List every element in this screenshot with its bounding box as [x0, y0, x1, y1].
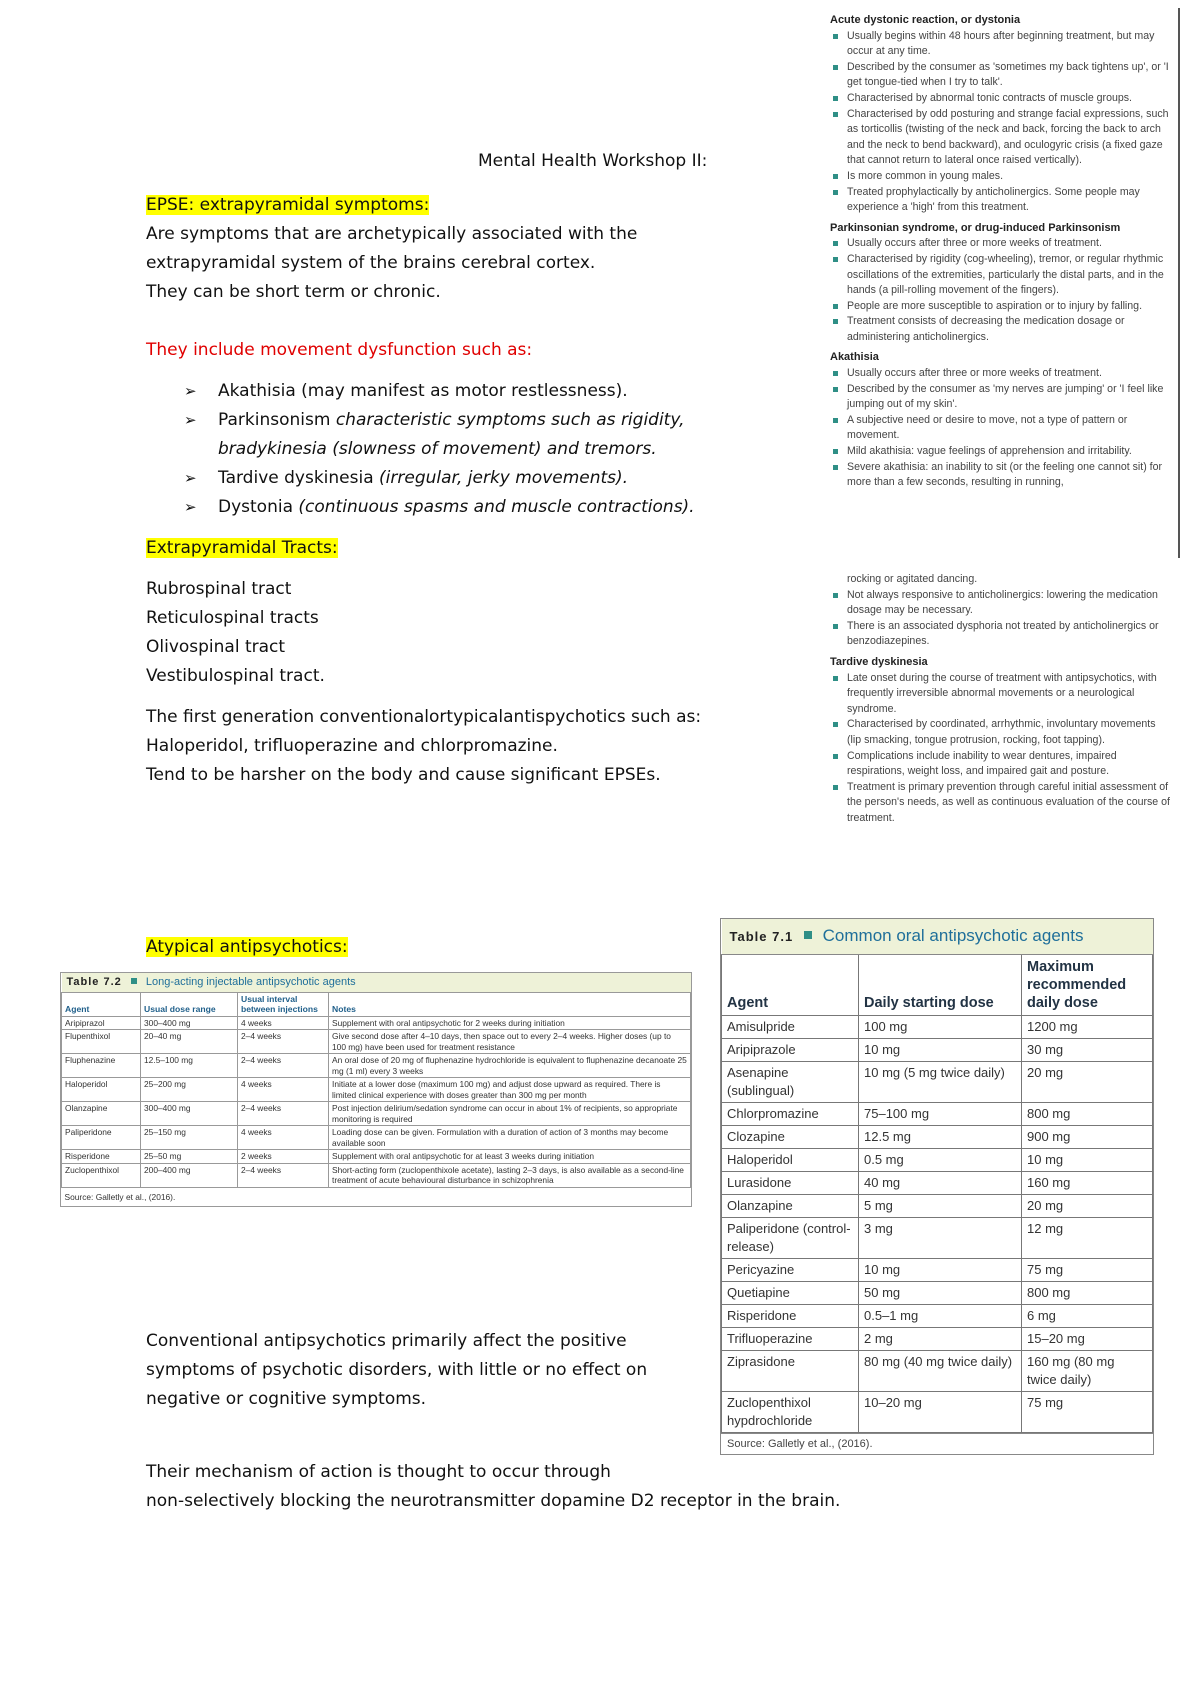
list-item: Usually occurs after three or more weeks of treatment. [830, 366, 1172, 382]
table-cell: 3 mg [859, 1218, 1022, 1259]
table-cell: Olanzapine [62, 1102, 141, 1126]
intro-line: extrapyramidal system of the brains cerebral cortex. [146, 253, 596, 273]
first-gen-line: Tend to be harsher on the body and cause significant EPSEs. [146, 765, 661, 785]
table-cell: 20 mg [1022, 1062, 1153, 1103]
table-cell: 160 mg [1022, 1172, 1153, 1195]
list-item: ➢ Akathisia (may manifest as motor restlessness). [146, 377, 706, 406]
table-cell: 4 weeks [238, 1078, 329, 1102]
table-row [722, 1126, 1153, 1149]
table-cell: Flupenthixol [62, 1030, 141, 1054]
table-cell: Haloperidol [722, 1149, 859, 1172]
table-row [722, 1392, 1153, 1433]
list-item: Treatment is primary prevention through careful initial assessment of the person's needs, as well as continuous evaluation of the course of treatment. [830, 780, 1172, 827]
table-row [62, 1102, 691, 1126]
table-cell: Quetiapine [722, 1282, 859, 1305]
table-cell: 20–40 mg [141, 1030, 238, 1054]
table-source: Source: Galletly et al., (2016). [721, 1433, 1153, 1454]
table-cell: 75 mg [1022, 1259, 1153, 1282]
text-line: Conventional antipsychotics primarily affect the positive [146, 1331, 627, 1351]
table-cell: 10 mg (5 mg twice daily) [859, 1062, 1022, 1103]
column-header: Usual interval between injections [238, 992, 329, 1016]
table-cell: Aripiprazol [62, 1016, 141, 1030]
table-row [62, 1150, 691, 1164]
table-row [722, 1218, 1153, 1259]
table-cell: Chlorpromazine [722, 1103, 859, 1126]
conventional-paragraph [146, 1327, 706, 1414]
square-bullet-icon [833, 465, 838, 470]
table-row [62, 1126, 691, 1150]
list-item: Described by the consumer as 'my nerves are jumping' or 'I feel like jumping out of my skin'. [830, 382, 1172, 413]
list-item: Complications include inability to wear dentures, impaired respirations, weight loss, and impaired gait and posture. [830, 749, 1172, 780]
table-row [62, 1016, 691, 1030]
side-effects-extract-continued [830, 572, 1172, 827]
table-cell: Zuclopenthixol [62, 1163, 141, 1187]
table-row [722, 1172, 1153, 1195]
table-cell: Risperidone [62, 1150, 141, 1164]
table-label: Table 7.2 [66, 976, 122, 988]
section-heading: Tardive dyskinesia [830, 655, 928, 668]
table-cell: 10–20 mg [859, 1392, 1022, 1433]
table-cell: Aripiprazole [722, 1039, 859, 1062]
page-title: Mental Health Workshop II: [478, 151, 708, 171]
table-cell: 2–4 weeks [238, 1030, 329, 1054]
table-cell: 1200 mg [1022, 1016, 1153, 1039]
intro-line: They can be short term or chronic. [146, 282, 441, 302]
table-label: Table 7.1 [729, 929, 794, 944]
table-cell: Supplement with oral antipsychotic for 2 weeks during initiation [329, 1016, 691, 1030]
table-cell: 25–50 mg [141, 1150, 238, 1164]
table-cell: 2 mg [859, 1328, 1022, 1351]
table-cell: Post injection delirium/sedation syndrome can occur in about 1% of recipients, so appropriate monitoring is required [329, 1102, 691, 1126]
square-bullet-icon [833, 174, 838, 179]
column-header: Daily starting dose [859, 955, 1022, 1016]
table-cell: 30 mg [1022, 1039, 1153, 1062]
square-bullet-icon [833, 319, 838, 324]
table-cell: 2 weeks [238, 1150, 329, 1164]
table-cell: 2–4 weeks [238, 1163, 329, 1187]
list-item: Characterised by abnormal tonic contracts of muscle groups. [830, 91, 1172, 107]
table-cell: 10 mg [859, 1259, 1022, 1282]
list-item: ➢ Dystonia (continuous spasms and muscle contractions). [146, 493, 706, 522]
list-item: ➢ Parkinsonism characteristic symptoms such as rigidity, bradykinesia (slowness of movement) and tremors. [146, 406, 706, 464]
table-cell: Haloperidol [62, 1078, 141, 1102]
square-bullet-icon [833, 418, 838, 423]
dysfunction-list [0, 377, 706, 522]
square-bullet-icon [833, 190, 838, 195]
table-cell: 2–4 weeks [238, 1102, 329, 1126]
text-line: non-selectively blocking the neurotransmitter dopamine D2 receptor in the brain. [146, 1491, 841, 1511]
table-cell: Asenapine (sublingual) [722, 1062, 859, 1103]
list-item: ➢ Tardive dyskinesia (irregular, jerky movements). [146, 464, 706, 493]
table-cell: 15–20 mg [1022, 1328, 1153, 1351]
square-bullet-icon [833, 34, 838, 39]
side-effects-extract [830, 8, 1180, 558]
square-bullet-icon [833, 449, 838, 454]
table-row [62, 1163, 691, 1187]
intro-line: Are symptoms that are archetypically associated with the [146, 224, 638, 244]
injectable-table [60, 972, 692, 1207]
table-cell: 80 mg (40 mg twice daily) [859, 1351, 1022, 1392]
table-cell: 12.5 mg [859, 1126, 1022, 1149]
square-bullet-icon [833, 593, 838, 598]
table-cell: Clozapine [722, 1126, 859, 1149]
table-cell: An oral dose of 20 mg of fluphenazine hydrochloride is equivalent to fluphenazine decanoate 25 mg (1 ml) every 3 weeks [329, 1054, 691, 1078]
table-cell: 25–200 mg [141, 1078, 238, 1102]
table-cell: Zuclopenthixol hypdrochloride [722, 1392, 859, 1433]
tract-item: Reticulospinal tracts [146, 608, 319, 628]
table-cell: 12.5–100 mg [141, 1054, 238, 1078]
square-bullet-icon [833, 754, 838, 759]
list-item: People are more susceptible to aspiration or to injury by falling. [830, 299, 1172, 315]
table-cell: 50 mg [859, 1282, 1022, 1305]
table-cell: 10 mg [859, 1039, 1022, 1062]
table-cell: Trifluoperazine [722, 1328, 859, 1351]
table-row [62, 1078, 691, 1102]
table-cell: 6 mg [1022, 1305, 1153, 1328]
oral-antipsychotics-table [720, 918, 1154, 1455]
list-item: Usually begins within 48 hours after beginning treatment, but may occur at any time. [830, 29, 1172, 60]
list-item: Usually occurs after three or more weeks of treatment. [830, 236, 1172, 252]
list-item: Mild akathisia: vague feelings of apprehension and irritability. [830, 444, 1172, 460]
column-header: Agent [62, 992, 141, 1016]
arrow-bullet-icon: ➢ [184, 411, 197, 429]
table-cell: 100 mg [859, 1016, 1022, 1039]
table-cell: 10 mg [1022, 1149, 1153, 1172]
table-cell: Loading dose can be given. Formulation with a duration of action of 3 months may become available soon [329, 1126, 691, 1150]
table-row [722, 1039, 1153, 1062]
atypical-heading: Atypical antipsychotics: [146, 937, 348, 957]
list-item: Characterised by coordinated, arrhythmic, involuntary movements (lip smacking, tongue protrusion, rocking, foot tapping). [830, 717, 1172, 748]
column-header: Notes [329, 992, 691, 1016]
table-cell: 25–150 mg [141, 1126, 238, 1150]
table-cell: 800 mg [1022, 1282, 1153, 1305]
table-cell: Fluphenazine [62, 1054, 141, 1078]
list-item: Treated prophylactically by anticholinergics. Some people may experience a 'high' from this treatment. [830, 185, 1172, 216]
table-source: Source: Galletly et al., (2016). [64, 1191, 176, 1202]
table-cell: Pericyazine [722, 1259, 859, 1282]
square-bullet-icon [804, 931, 812, 939]
tract-item: Rubrospinal tract [146, 579, 292, 599]
square-bullet-icon [131, 978, 137, 984]
arrow-bullet-icon: ➢ [184, 498, 197, 516]
tracts-heading: Extrapyramidal Tracts: [146, 538, 338, 558]
square-bullet-icon [833, 676, 838, 681]
arrow-bullet-icon: ➢ [184, 382, 197, 400]
table-cell: Risperidone [722, 1305, 859, 1328]
table-cell: 0.5 mg [859, 1149, 1022, 1172]
table-cell: Lurasidone [722, 1172, 859, 1195]
list-item: Characterised by rigidity (cog-wheeling), tremor, or regular rhythmic oscillations of the extremities, particularly the distal parts, and in the hands (a pill-rolling movement of the fingers). [830, 252, 1172, 299]
table-row [722, 1282, 1153, 1305]
square-bullet-icon [833, 371, 838, 376]
table-cell: 0.5–1 mg [859, 1305, 1022, 1328]
square-bullet-icon [833, 785, 838, 790]
table-row [722, 1103, 1153, 1126]
tract-item: Vestibulospinal tract. [146, 666, 325, 686]
table-title: Common oral antipsychotic agents [822, 926, 1084, 945]
square-bullet-icon [833, 96, 838, 101]
text-line: Their mechanism of action is thought to occur through [146, 1462, 611, 1482]
table-row [722, 1259, 1153, 1282]
list-item: Severe akathisia: an inability to sit (or the feeling one cannot sit) for more than a few seconds, resulting in running, [830, 460, 1172, 491]
table-cell: Give second dose after 4–10 days, then space out to every 2–4 weeks. Higher doses (up to 100 mg) have been used for treatment resistance [329, 1030, 691, 1054]
table-cell: Amisulpride [722, 1016, 859, 1039]
first-gen-line: The first generation conventionalortypicalantispychotics such as: [146, 707, 702, 727]
table-cell: Paliperidone (control-release) [722, 1218, 859, 1259]
table-cell: 200–400 mg [141, 1163, 238, 1187]
continuation-text: rocking or agitated dancing. [847, 573, 978, 585]
table-row [62, 1030, 691, 1054]
column-header: Usual dose range [141, 992, 238, 1016]
table-cell: 5 mg [859, 1195, 1022, 1218]
section-heading: Akathisia [830, 351, 879, 364]
table-cell: 300–400 mg [141, 1102, 238, 1126]
table-row [722, 1351, 1153, 1392]
table-cell: 900 mg [1022, 1126, 1153, 1149]
table-row [722, 1195, 1153, 1218]
table-row [722, 1149, 1153, 1172]
column-header: Maximum recommended daily dose [1022, 955, 1153, 1016]
table-cell: Olanzapine [722, 1195, 859, 1218]
tract-item: Olivospinal tract [146, 637, 286, 657]
square-bullet-icon [833, 387, 838, 392]
list-item: Late onset during the course of treatment with antipsychotics, with frequently irreversible abnormal movements or a neurological syndrome. [830, 671, 1172, 718]
table-cell: 12 mg [1022, 1218, 1153, 1259]
square-bullet-icon [833, 241, 838, 246]
table-cell: Initiate at a lower dose (maximum 100 mg) and adjust dose upward as required. There is limited clinical experience with doses greater than 300 mg per month [329, 1078, 691, 1102]
section-heading: Parkinsonian syndrome, or drug-induced Parkinsonism [830, 221, 1121, 234]
table-row [722, 1016, 1153, 1039]
square-bullet-icon [833, 257, 838, 262]
list-item: Treatment consists of decreasing the medication dosage or administering anticholinergics. [830, 314, 1172, 345]
arrow-bullet-icon: ➢ [184, 469, 197, 487]
list-item: A subjective need or desire to move, not a type of pattern or movement. [830, 413, 1172, 444]
main-notes [146, 191, 826, 790]
table-cell: 300–400 mg [141, 1016, 238, 1030]
table-cell: 75–100 mg [859, 1103, 1022, 1126]
include-heading: They include movement dysfunction such as: [146, 340, 533, 360]
table-cell: Supplement with oral antipsychotic for at least 3 weeks during initiation [329, 1150, 691, 1164]
table-cell: 40 mg [859, 1172, 1022, 1195]
table-cell: 4 weeks [238, 1126, 329, 1150]
list-item: Characterised by odd posturing and strange facial expressions, such as torticollis (twisting of the neck and back, forcing the back to arch and the neck to bend backward), and oculogyric crisis (a fixed gaze that cannot return to lateral once raised vertically). [830, 107, 1172, 169]
square-bullet-icon [833, 722, 838, 727]
table-cell: 800 mg [1022, 1103, 1153, 1126]
table-row [722, 1305, 1153, 1328]
section-heading: Acute dystonic reaction, or dystonia [830, 14, 1021, 26]
list-item: Described by the consumer as 'sometimes my back tightens up', or 'I get tongue-tied when I try to talk'. [830, 60, 1172, 91]
table-cell: 20 mg [1022, 1195, 1153, 1218]
square-bullet-icon [833, 624, 838, 629]
square-bullet-icon [833, 112, 838, 117]
table-row [62, 1054, 691, 1078]
table-cell: Ziprasidone [722, 1351, 859, 1392]
table-title: Long-acting injectable antipsychotic agents [145, 976, 356, 988]
table-cell: 4 weeks [238, 1016, 329, 1030]
text-line: symptoms of psychotic disorders, with little or no effect on [146, 1360, 648, 1380]
list-item: Not always responsive to anticholinergics: lowering the medication dosage may be necessary. [830, 588, 1172, 619]
text-line: negative or cognitive symptoms. [146, 1389, 427, 1409]
epse-heading: EPSE: extrapyramidal symptoms: [146, 195, 430, 215]
first-gen-line: Haloperidol, trifluoperazine and chlorpromazine. [146, 736, 558, 756]
table-cell: 75 mg [1022, 1392, 1153, 1433]
table-row [722, 1328, 1153, 1351]
square-bullet-icon [833, 304, 838, 309]
list-item: There is an associated dysphoria not treated by anticholinergics or benzodiazepines. [830, 619, 1172, 650]
table-cell: 2–4 weeks [238, 1054, 329, 1078]
table-row [722, 1062, 1153, 1103]
square-bullet-icon [833, 65, 838, 70]
mechanism-paragraph [146, 1458, 1046, 1516]
table-cell: Short-acting form (zuclopenthixole acetate), lasting 2–3 days, is also available as a second-line treatment of acute behavioural disturbance in schizophrenia [329, 1163, 691, 1187]
list-item: Is more common in young males. [830, 169, 1172, 185]
table-cell: Paliperidone [62, 1126, 141, 1150]
table-cell: 160 mg (80 mg twice daily) [1022, 1351, 1153, 1392]
column-header: Agent [722, 955, 859, 1016]
